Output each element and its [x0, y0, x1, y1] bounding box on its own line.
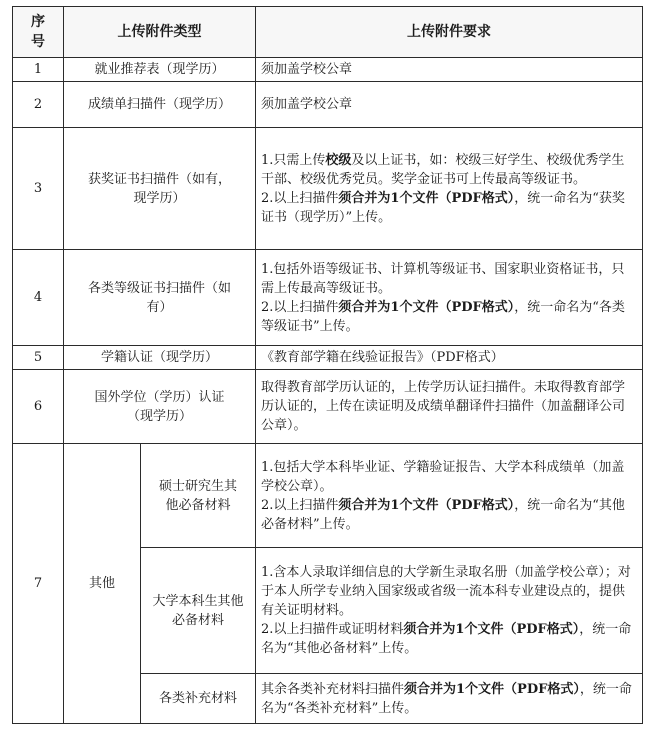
row-subtype: 大学本科生其他必备材料 [141, 548, 256, 674]
row-requirement [256, 548, 643, 674]
requirement-paragraph: 其余各类补充材料扫描件须合并为1个文件（PDF格式），统一命名为“各类补充材料”上传。 [261, 681, 632, 716]
row-requirement: 取得教育部学历认证的，上传学历认证扫描件。未取得教育部学历认证的，上传在读证明及成绩单翻译件扫描件（加盖翻译公司公章）。 [256, 370, 643, 444]
row-requirement: 须加盖学校公章 [256, 82, 643, 128]
row-no: 6 [13, 370, 64, 444]
table-header-row [13, 7, 643, 58]
emphasis: 须合并为1个文件（PDF格式） [338, 299, 515, 315]
table-row [13, 346, 643, 370]
row-subtype: 各类补充材料 [141, 674, 256, 724]
row-no: 4 [13, 250, 64, 346]
row-no: 3 [13, 128, 64, 250]
row-type: 就业推荐表（现学历） [64, 58, 256, 82]
requirement-paragraph: 2.以上扫描件须合并为1个文件（PDF格式），统一命名为“其他必备材料”上传。 [261, 497, 625, 532]
requirement-paragraph: 1.只需上传校级及以上证书，如：校级三好学生、校级优秀学生干部、校级优秀党员。奖学金证书可上传最高等级证书。 [261, 152, 625, 187]
table-row [13, 444, 643, 548]
table-row [13, 370, 643, 444]
requirement-paragraph: 1.含本人录取详细信息的大学新生录取名册（加盖学校公章）；对于本人所学专业纳入国家级或省级一流本科专业建设点的，提供有关证明材料。 [261, 565, 631, 618]
header-type: 上传附件类型 [64, 7, 256, 58]
row-subtype: 硕士研究生其他必备材料 [141, 444, 256, 548]
emphasis: 须合并为1个文件（PDF格式） [338, 190, 515, 206]
row-type: 成绩单扫描件（现学历） [64, 82, 256, 128]
requirement-paragraph: 2.以上扫描件须合并为1个文件（PDF格式），统一命名为“获奖证书（现学历）”上传。 [261, 190, 625, 225]
row-no: 7 [13, 444, 64, 724]
row-requirement [256, 128, 643, 250]
emphasis: 须合并为1个文件（PDF格式） [338, 497, 515, 513]
table-row [13, 250, 643, 346]
emphasis: 须合并为1个文件（PDF格式） [404, 681, 580, 697]
table-row [13, 82, 643, 128]
row-type: 其他 [64, 444, 141, 724]
requirement-paragraph: 2.以上扫描件须合并为1个文件（PDF格式），统一命名为“各类等级证书”上传。 [261, 299, 625, 334]
emphasis: 须合并为1个文件（PDF格式） [403, 622, 580, 637]
row-no: 1 [13, 58, 64, 82]
emphasis: 校级 [325, 152, 352, 168]
row-type: 获奖证书扫描件（如有，现学历） [64, 128, 256, 250]
row-type: 学籍认证（现学历） [64, 346, 256, 370]
table-row [13, 128, 643, 250]
row-requirement: 《教育部学籍在线验证报告》（PDF格式） [256, 346, 643, 370]
attachment-requirements-table [12, 6, 643, 724]
requirements-table-container [12, 6, 642, 724]
row-type: 各类等级证书扫描件（如有） [64, 250, 256, 346]
row-no: 5 [13, 346, 64, 370]
row-no: 2 [13, 82, 64, 128]
row-requirement: 须加盖学校公章 [256, 58, 643, 82]
requirement-paragraph: 1.包括外语等级证书、计算机等级证书、国家职业资格证书，只需上传最高等级证书。 [261, 261, 625, 296]
row-requirement [256, 250, 643, 346]
header-requirement: 上传附件要求 [256, 7, 643, 58]
row-requirement [256, 444, 643, 548]
header-no: 序号 [13, 7, 64, 58]
table-row [13, 58, 643, 82]
requirement-paragraph: 2.以上扫描件或证明材料须合并为1个文件（PDF格式），统一命名为“其他必备材料”上传。 [261, 622, 632, 656]
row-type: 国外学位（学历）认证（现学历） [64, 370, 256, 444]
requirement-paragraph: 1.包括大学本科毕业证、学籍验证报告、大学本科成绩单（加盖学校公章）。 [261, 459, 625, 494]
row-requirement [256, 674, 643, 724]
